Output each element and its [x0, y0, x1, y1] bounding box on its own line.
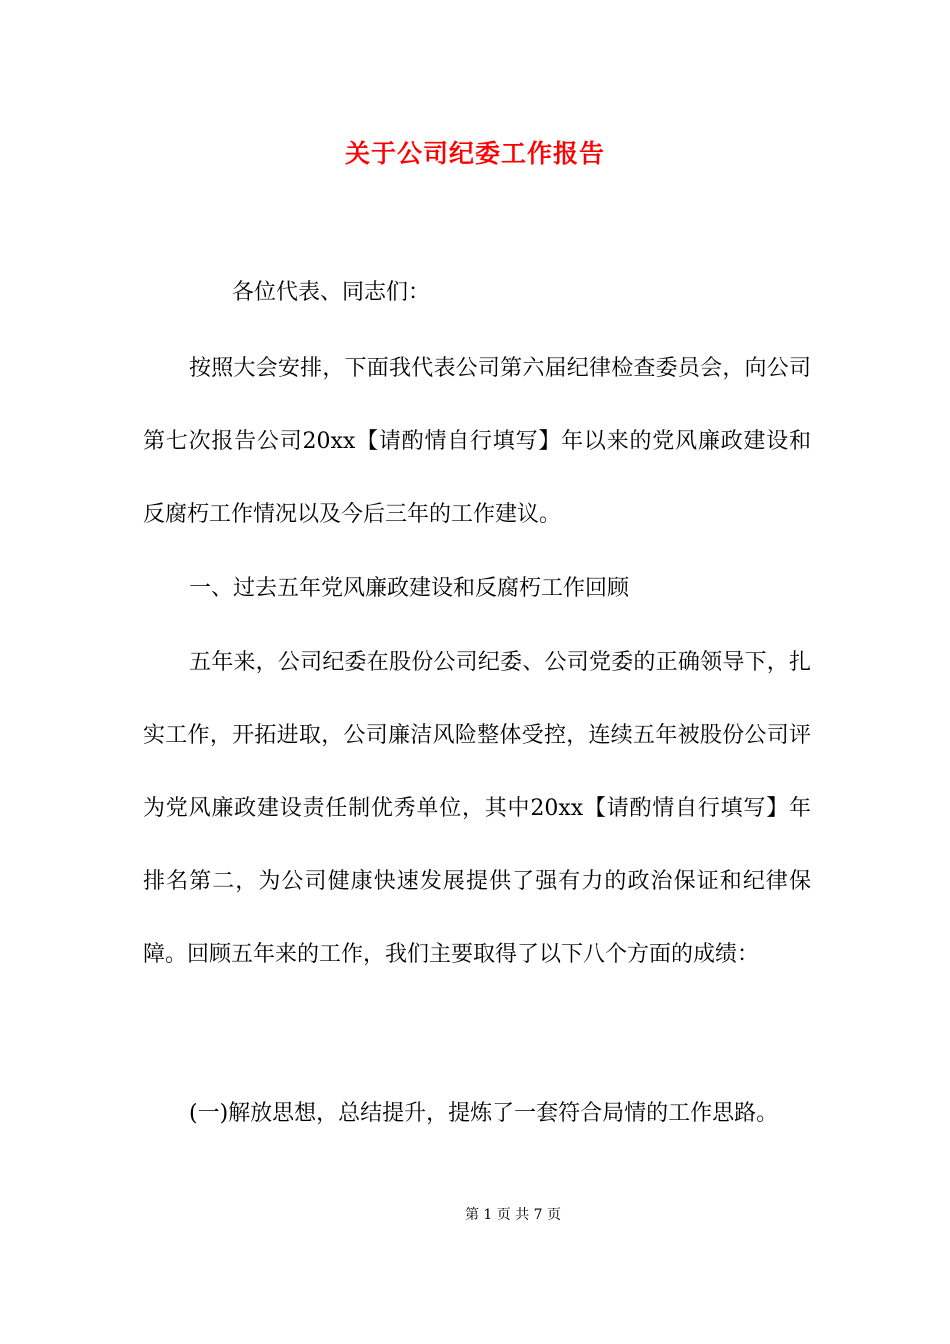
- section-heading: 一、过去五年党风廉政建设和反腐朽工作回顾: [189, 576, 630, 601]
- page-footer: 第 1 页 共 7 页: [464, 1207, 562, 1223]
- review-paragraph: 五年来，公司纪委在股份公司纪委、公司党委的正确领导下，扎实工作，开拓进取，公司廉洁风险整体受控，连续五年被股份公司评为党风廉政建设责任制优秀单位，其中20xx【请酌情自行填写】年排名第二，为公司健康快速发展提供了强有力的政治保证和纪律保障。回顾五年来的工作，我们主要取得了以下八个方面的成绩：: [143, 650, 811, 967]
- subsection-heading: (一)解放思想，总结提升，提炼了一套符合局情的工作思路。: [189, 1101, 779, 1126]
- intro-paragraph: 按照大会安排，下面我代表公司第六届纪律检查委员会，向公司第七次报告公司20xx【请酌情自行填写】年以来的党风廉政建设和反腐朽工作情况以及今后三年的工作建议。: [143, 356, 811, 527]
- document-title: 关于公司纪委工作报告: [344, 139, 605, 168]
- greeting-paragraph: 各位代表、同志们：: [232, 280, 431, 305]
